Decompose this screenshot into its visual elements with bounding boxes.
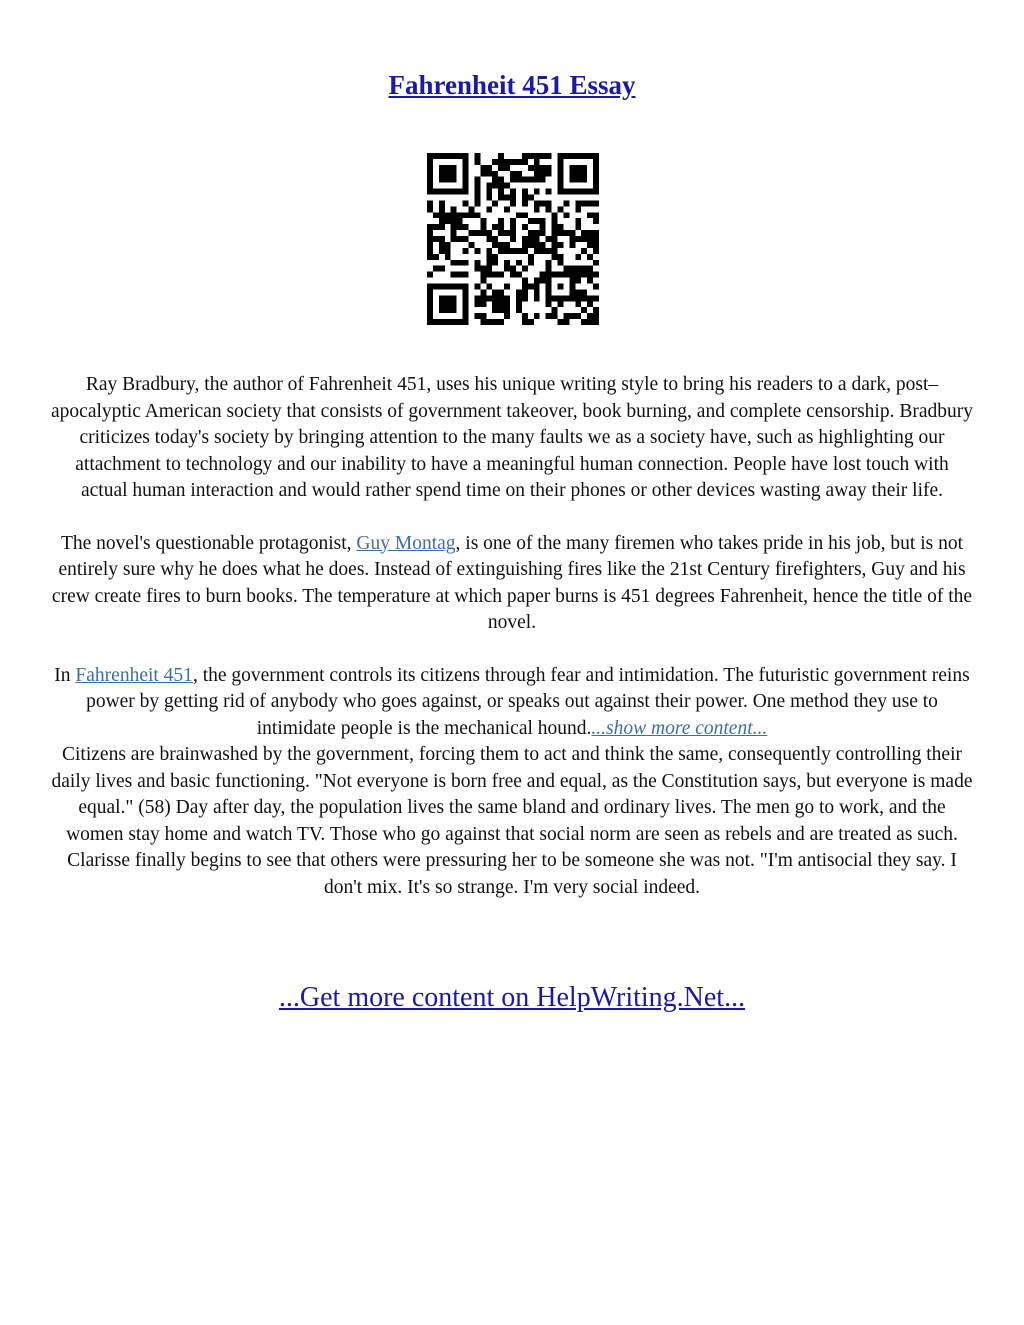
get-more-content-link[interactable]: ...Get more content on HelpWriting.Net... [278,982,746,1013]
qr-code-icon [427,153,599,325]
qr-code-modules [427,153,599,325]
paragraph-2-text-start: The novel's questionable protagonist, [60,532,357,554]
fahrenheit-451-link[interactable]: Fahrenheit 451 [75,664,193,686]
paragraph-2-text-end: , is one of the many firemen who takes pride in his job, but is not entirely sure why he does what he does. Instead of extinguishing fires like the 21st Century firefighters, Guy and his crew create fires to burn books. The temperature at which paper burns is 451 degrees Fahrenheit, hence the title of the novel. [51,532,973,633]
paragraph-3-text-end: Citizens are brainwashed by the government, forcing them to act and think the same, consequently controlling their daily lives and basic functioning. "Not everyone is born free and equal, as the Constitution says, but everyone is made equal." (58) Day after day, the population lives the same bland and ordinary lives. The men go to work, and the women stay home and watch TV. Those who go against that social norm are seen as rebels and are treated as such. Clarisse finally begins to see that others were pressuring her to be someone she was not. "I'm antisocial they say. I don't mix. It's so strange. I'm very social indeed. [51,744,973,898]
show-more-content-link[interactable]: ...show more content... [591,717,768,739]
paragraph-3 [50,663,974,902]
title-link[interactable]: Fahrenheit 451 Essay [388,70,636,100]
page-title [0,70,1024,101]
paragraph-3-text-start: In [54,664,76,686]
paragraph-1: Ray Bradbury, the author of Fahrenheit 451, uses his unique writing style to bring his readers to a dark, post–apocalyptic American society that consists of government takeover, book burning, and complete censorship. Bradbury criticizes today's society by bringing attention to the many faults we as a society have, such as highlighting our attachment to technology and our inability to have a meaningful human connection. People have lost touch with actual human interaction and would rather spend time on their phones or other devices wasting away their life. [51,374,973,501]
guy-montag-link[interactable]: Guy Montag [356,532,456,554]
footer [0,982,1024,1014]
paragraph-2 [50,531,974,637]
paragraph-3-text-middle: , the government controls its citizens through fear and intimidation. The futuristic government reins power by getting rid of anybody who goes against, or speaks out against their power. One method they use to intimidate people is the mechanical hound. [86,664,970,739]
essay-body [50,372,974,927]
